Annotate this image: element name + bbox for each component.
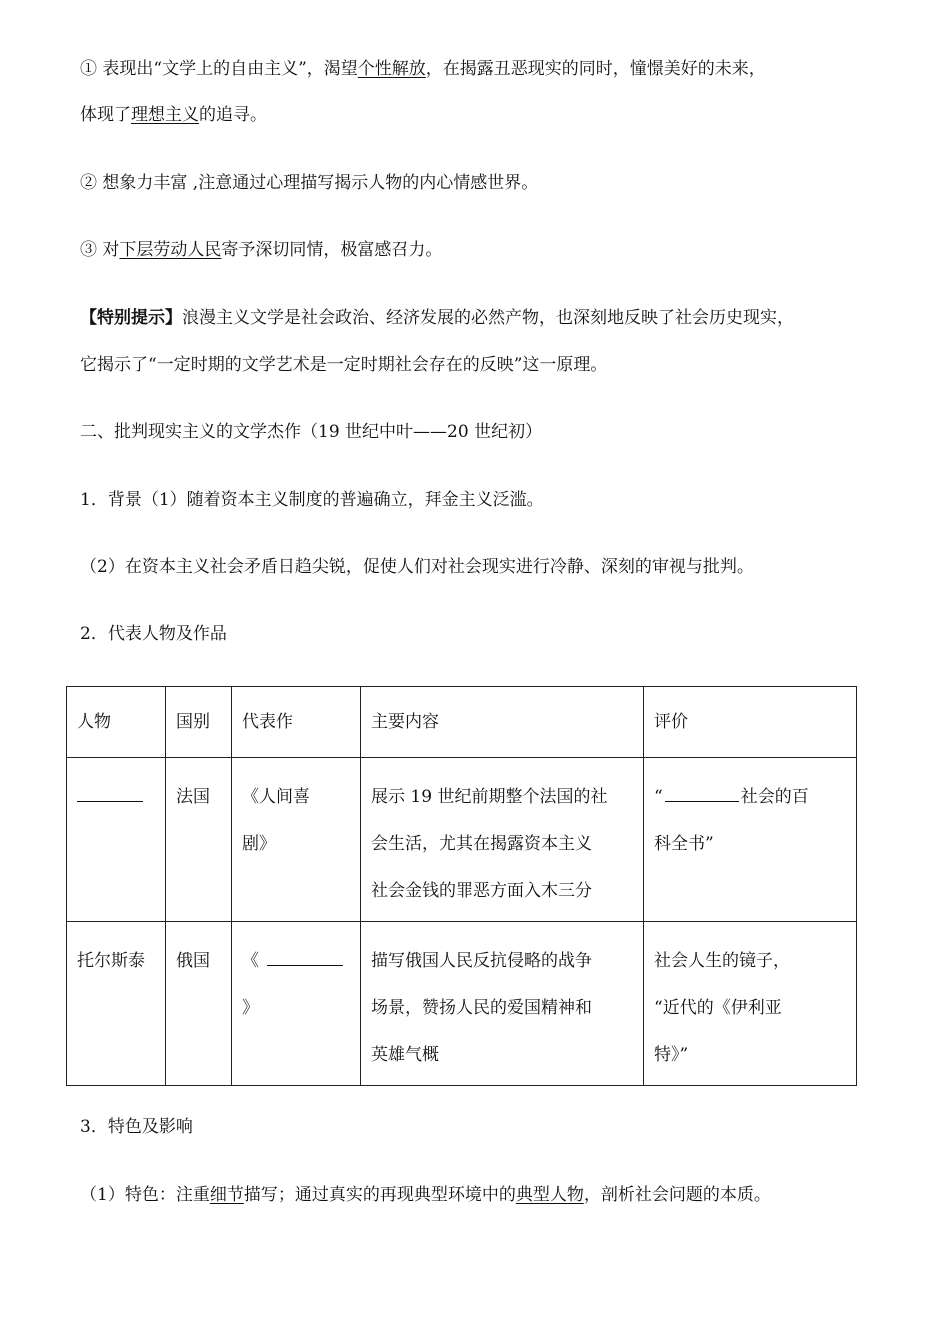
underlined-term: 典型人物	[515, 1185, 584, 1205]
fill-blank[interactable]	[665, 800, 739, 802]
table-row	[67, 922, 857, 1086]
header-content: 主要内容	[361, 687, 644, 758]
header-person: 人物	[67, 687, 166, 758]
text: 场景，赞扬人民的爱国精神和	[371, 998, 592, 1018]
table-header-row	[67, 687, 857, 758]
person-cell	[67, 758, 166, 922]
section-heading: 二、批判现实主义的文学杰作（19 世纪中叶——20 世纪初）	[80, 422, 543, 442]
background-2: （2）在资本主义社会矛盾日趋尖锐，促使人们对社会现实进行冷静、深刻的审视与批判。	[80, 557, 754, 577]
representatives-table	[66, 686, 857, 1086]
text: 描写；通过真实的再现典型环境中的	[243, 1185, 516, 1205]
text: “	[654, 787, 663, 807]
underlined-term: 个性解放	[357, 59, 426, 79]
text-line	[242, 938, 350, 985]
person-cell: 托尔斯泰	[67, 922, 166, 1086]
text: 社会的百	[740, 787, 809, 807]
special-tip-line2: 它揭示了“一定时期的文学艺术是一定时期社会存在的反映”这一原理。	[80, 355, 608, 375]
text: 会生活，尤其在揭露资本主义	[371, 834, 592, 854]
paragraph-imagination: ② 想象力丰富 ,注意通过心理描写揭示人物的内心情感世界。	[80, 173, 539, 193]
text: “近代的《伊利亚	[654, 998, 782, 1018]
header-work: 代表作	[232, 687, 361, 758]
text: ，在揭露丑恶现实的同时，憧憬美好的未来，	[425, 59, 766, 79]
header-evaluation: 评价	[644, 687, 857, 758]
text: 《	[242, 951, 259, 971]
text: 剧》	[242, 834, 276, 854]
country-cell: 法国	[166, 758, 232, 922]
representatives-heading: 2．代表人物及作品	[80, 624, 227, 644]
header-country: 国别	[166, 687, 232, 758]
paragraph-sympathy	[80, 238, 442, 262]
table-row	[67, 758, 857, 922]
underlined-term: 理想主义	[131, 105, 199, 125]
text: 描写俄国人民反抗侵略的战争	[371, 951, 592, 971]
text: ③ 对	[80, 240, 120, 260]
work-cell	[232, 758, 361, 922]
country-cell: 俄国	[166, 922, 232, 1086]
text: 社会人生的镜子，	[654, 951, 790, 971]
special-tip-line1	[80, 306, 794, 330]
text: 浪漫主义文学是社会政治、经济发展的必然产物，也深刻地反映了社会历史现实，	[182, 308, 794, 328]
text: 特》”	[654, 1045, 689, 1065]
features-heading: 3．特色及影响	[80, 1117, 193, 1137]
text: ，剖析社会问题的本质。	[583, 1185, 771, 1205]
text: 《人间喜	[242, 787, 310, 807]
text-line	[654, 774, 846, 821]
text: 》	[242, 998, 259, 1018]
evaluation-cell	[644, 922, 857, 1086]
background-1: 1．背景（1）随着资本主义制度的普遍确立，拜金主义泛滥。	[80, 490, 544, 510]
text: ① 表现出“文学上的自由主义”，渴望	[80, 59, 358, 79]
work-cell	[232, 922, 361, 1086]
fill-blank[interactable]	[267, 964, 343, 966]
underlined-term: 细节	[209, 1185, 244, 1205]
text: 体现了	[80, 105, 131, 125]
paragraph-liberalism-line1	[80, 57, 766, 81]
paragraph-liberalism-line2	[80, 103, 267, 127]
text: 展示 19 世纪前期整个法国的社	[371, 787, 608, 807]
tip-label: 【特别提示】	[80, 308, 182, 328]
features-detail	[80, 1183, 771, 1207]
text: 英雄气概	[371, 1045, 439, 1065]
text: 社会金钱的罪恶方面入木三分	[371, 881, 592, 901]
text: 的追寻。	[199, 105, 267, 125]
content-cell	[361, 922, 644, 1086]
underlined-term: 下层劳动人民	[119, 240, 222, 260]
text: （1）特色：注重	[80, 1185, 210, 1205]
evaluation-cell	[644, 758, 857, 922]
text: 科全书”	[654, 834, 714, 854]
text: 寄予深切同情，极富感召力。	[221, 240, 443, 260]
fill-blank[interactable]	[77, 800, 143, 802]
content-cell	[361, 758, 644, 922]
